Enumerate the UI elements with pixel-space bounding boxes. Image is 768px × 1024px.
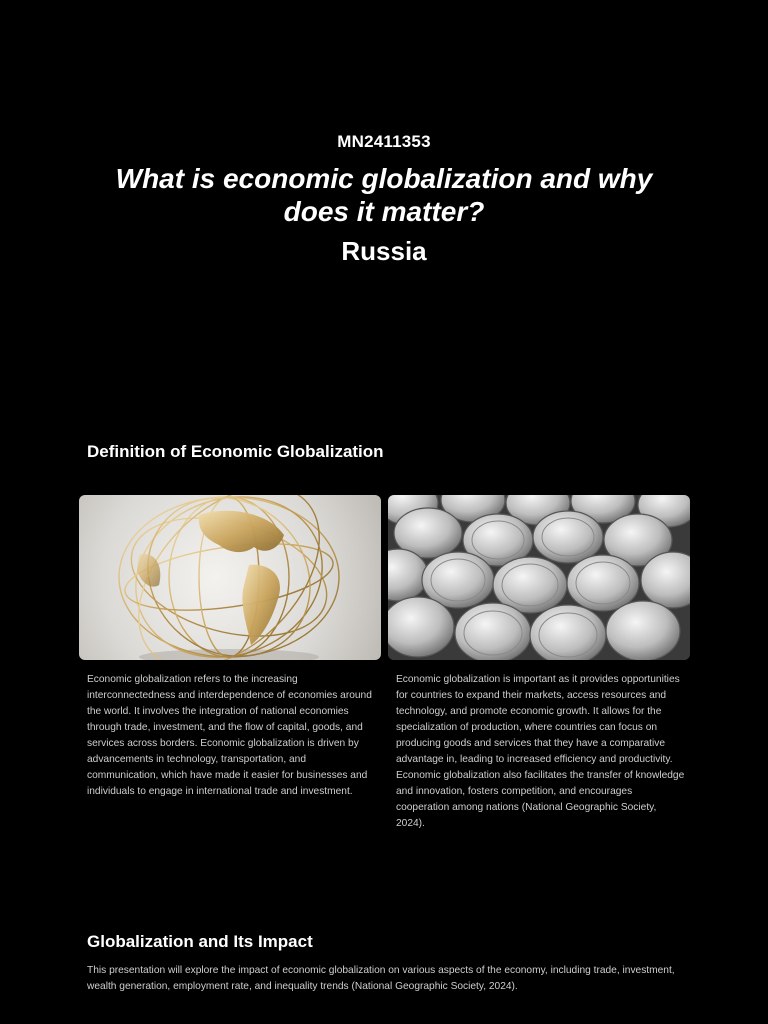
section-heading-definition: Definition of Economic Globalization bbox=[87, 442, 384, 461]
globe-image bbox=[79, 495, 381, 660]
definition-text: Economic globalization refers to the increasing interconnectedness and interdependence of economies around the world. It involves the integration of national economies through trade, investment, and the flow of capital, goods, and services across borders. Economic globalization is driven by advancements in technology, transportation, and communication, which have made it easier for businesses and individuals to engage in international trade and investment. bbox=[87, 674, 372, 797]
country-label: Russia bbox=[341, 236, 427, 266]
importance-text: Economic globalization is important as it provides opportunities for countries to expand their markets, access resources and technology, and promote economic growth. It allows for the specialization of production, where countries can focus on producing goods and services that they have a comparative advantage in, leading to increased efficiency and productivity. Economic globalization also facilitates the transfer of knowledge and innovation, fosters competition, and encourages cooperation among nations (National Geographic Society, 2024). bbox=[396, 674, 685, 829]
coins-image bbox=[388, 495, 690, 660]
section-heading-impact: Globalization and Its Impact bbox=[87, 932, 313, 951]
page-title: What is economic globalization and why does it matter? bbox=[115, 163, 653, 227]
impact-intro-text: This presentation will explore the impact of economic globalization on various aspects of the economy, including trade, investment, wealth generation, employment rate, and inequality trends (National Geographic Society, 2024). bbox=[87, 965, 675, 992]
document-id: MN2411353 bbox=[337, 132, 431, 151]
header bbox=[0, 132, 768, 267]
